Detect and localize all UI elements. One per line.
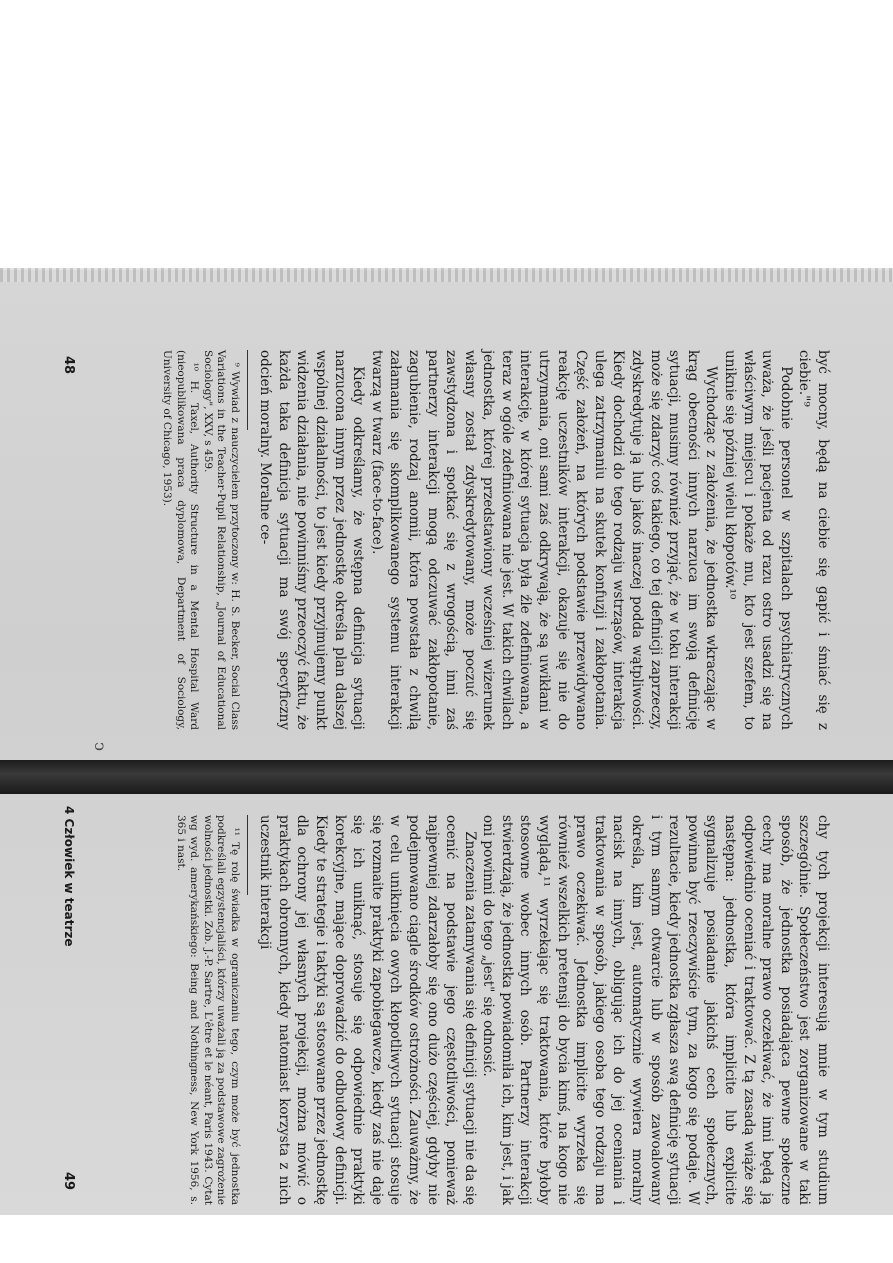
footnote-divider bbox=[247, 350, 248, 430]
left-page bbox=[92, 350, 832, 730]
paragraph: Znaczenia zatamywania się definicji sytuacji nie da się ocenić na podstawie jego częstotliwości, ponieważ najpewniej zdarzałoby się ono dużo częściej, gdyby nie podejmowano ciągle środków ostrożności. Zauważmy, że w celu uniknięcia owych kłopotliwych sytuacji stosuje się rozmaite praktyki zapobiegawcze, kiedy zaś nie daje się ich uniknąć, stosuje się odpowiednie praktyki korekcyjne, mające doprowadzić do odbudowy definicji. Kiedy te strategie i taktyki są stosowane przez jednostkę dla ochrony jej własnych projekcji, można mówić o praktykach obronnych, kiedy natomiast korzysta z nich uczestnik interakcji bbox=[257, 815, 478, 1205]
running-head: 4 Człowiek w teatrze bbox=[62, 806, 76, 947]
pen-mark: ↄ bbox=[91, 742, 110, 751]
paragraph: chy tych projekcji interesują mnie w tym studium szczególnie. Społeczeństwo jest zorganizowane w taki sposób, że jednostka posiadająca pewne społeczne cechy ma moralne prawo oczekiwać, że inni będą ją odpowiednio oceniać i traktować. Z tą zasadą wiąże się następna: jednostka, która implicite lub explicite sygnalizuje posiadanie jakichś cech społecznych, powinna być rzeczywiście tym, za kogo się podaje. W rezultacie, kiedy jednostka zgłasza swą definicję sytuacji i tym samym otwarcie lub w sposób zawoalowany określa, kim jest, automatycznie wywiera moralny nacisk na innych, obligując ich do jej oceniania i traktowania w sposób, jakiego osoba tego rodzaju ma prawo oczekiwać. Jednostka implicite wyrzeka się również wszelkich pretensji do bycia kimś, na kogo nie wygląda,¹¹ wyrzekając się traktowania, które byłoby stosowne wobec innych osób. Partnerzy interakcji stwierdzają, że jednostka powiadomiła ich, kim jest, i jak oni powinni do tego „jest" się odnosić. bbox=[480, 815, 831, 1205]
book-spine bbox=[0, 760, 893, 794]
page-number-right: 49 bbox=[61, 1172, 76, 1191]
footnote: ⁹ Wywiad z nauczycielem przytoczony w: H. S. Becker, Social Class Variations in the Teacher-Pupil Relationship, „Journal of Educational Sociology", XXV, s 459. bbox=[201, 350, 241, 730]
footnote: ¹⁰ H. Taxel, Authority Structure in a Mental Hospital Ward (nieopublikowana praca dyplomowa, Department of Sociology, University of Chicago, 1953). bbox=[161, 350, 201, 730]
paragraph: Wychodząc z założenia, że jednostka wkraczając w krąg obecności innych narzuca im swoją definicję sytuacji, musimy również przyjąć, że w toku interakcji może się zdarzyć coś takiego, co tej definicji zaprzeczy, zdyskredytuje ją lub jakoś inaczej podda wątpliwości. Kiedy dochodzi do tego rodzaju wstrząsów, interakcja ulega zatrzymaniu na skutek konfuzji i zakłopotania. Część założeń, na których podstawie przewidywano reakcję uczestników interakcji, okazuje się nie do utrzymania, oni sami zaś odkrywają, że są uwikłani w interakcję, w której sytuacja była źle zdefiniowana, a teraz w ogóle zdefiniowana nie jest. W takich chwilach jednostka, której przedstawiony wcześniej wizerunek własny został zdyskredytowany, może poczuć się zawstydzona i spotkać się z wrogością, inni zaś partnerzy interakcji mogą odczuwać zakłopotanie, zagubienie, rodzaj anomii, która powstała z chwilą załamania się skomplikowanego systemu interakcji twarzą w twarz (face-to-face). bbox=[368, 350, 720, 730]
paragraph: Podobnie personel w szpitalach psychiatrycznych uważa, że jeśli pacjenta od razu ostro usadzi się na właściwym miejscu i pokaże mu, kto jest szefem, to uniknie się później wielu kłopotów.¹⁰ bbox=[722, 350, 794, 730]
scan-edge-noise bbox=[0, 268, 893, 282]
paragraph: być mocny, będą na ciebie się gapić i śmiać się z ciebie."⁹ bbox=[796, 350, 831, 730]
footnote-divider bbox=[247, 815, 248, 895]
footnote: ¹¹ Tę rolę świadka w ograniczaniu tego, czym może być jednostka podkreślali egzystencjaliści, którzy uważali ją za podstawowe zagrożenie wolności jednostki. Zob. J.-P. Sartre, L'être et le néant, Paris 1943. Cytat wg wyd. amerykańskiego: Being and Nothingness, New York 1956, s. 365 i nast. bbox=[174, 815, 241, 1205]
paragraph: Kiedy odkreślamy, że wstępna definicja sytuacji narzucona innym przez jednostkę określa plan dalszej wspólnej działalności, to jest kiedy przyjmujemy punkt widzenia działania, nie powinniśmy przeoczyć faktu, że każda taka definicja sytuacji ma swój specyficzny odcień moralny. Moralne ce- bbox=[257, 350, 367, 730]
page-number-left: 48 bbox=[61, 356, 76, 375]
right-page bbox=[92, 815, 832, 1205]
